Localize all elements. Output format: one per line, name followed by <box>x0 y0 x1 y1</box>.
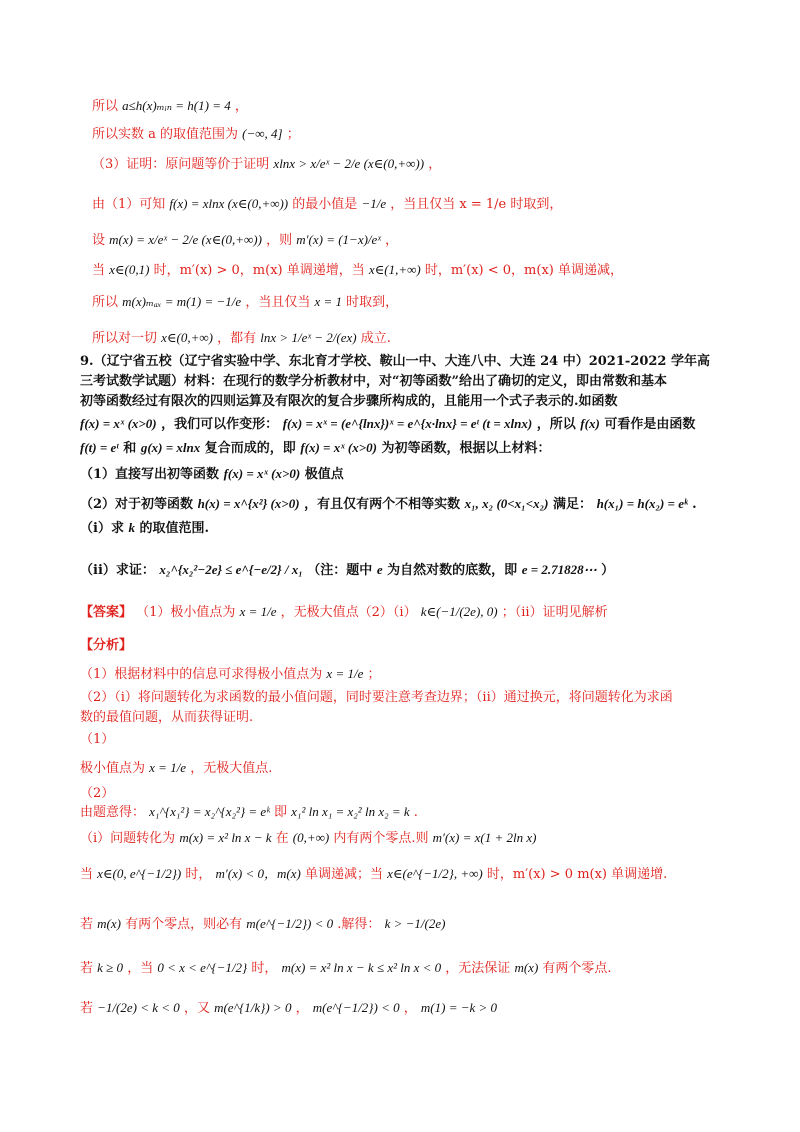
formula: h(x₁) = h(x₂) = eᵏ <box>596 496 688 511</box>
text-run: 时，m′(x) < 0，m(x) 单调递减， <box>424 263 623 278</box>
text-run: ， <box>295 1001 309 1016</box>
formula: m(e^{1/k}) > 0 <box>214 1000 292 1015</box>
text-run: ，所以 <box>536 417 576 432</box>
formula: a≤h(x)ₘᵢₙ = h(1) = 4 <box>122 98 231 113</box>
text-run: （1）直接写出初等函数 <box>80 467 220 482</box>
text-run: 所以 <box>92 99 119 114</box>
formula: k ≥ 0 <box>97 960 124 975</box>
text-run: 可看作是由函数 <box>604 417 696 432</box>
text-run: 的取值范围. <box>139 521 210 536</box>
text-run: ， <box>403 1001 417 1016</box>
analysis-line <box>80 708 730 728</box>
formula: m(x) = x² ln x − k <box>179 830 272 845</box>
text-run: ，无极大值点. <box>190 761 273 776</box>
text-run: ，又 <box>183 1001 210 1016</box>
text-run: 内有两个零点.则 <box>333 831 429 846</box>
formula: x∈(0,+∞) <box>161 330 213 345</box>
formula: x = 1/e <box>239 604 277 619</box>
text-run: 的最小值是 <box>292 197 358 212</box>
formula: m(x) = x² ln x − k ≤ x² ln x < 0 <box>281 960 442 975</box>
text-run: 极小值点为 <box>80 761 146 776</box>
problem-heading <box>80 352 730 372</box>
formula: m′(x) = x(1 + 2ln x) <box>432 830 537 845</box>
text-run: 时，m′(x) > 0 m(x) 单调递增. <box>486 867 668 882</box>
text-run: 单调递减；当 <box>304 867 383 882</box>
formula: g(x) = xlnx <box>140 440 201 455</box>
formula: m(1) = −k > 0 <box>420 1000 498 1015</box>
text-run: （3）证明：原问题等价于证明 <box>92 157 270 172</box>
formula: −1/e <box>361 196 387 211</box>
text-run: 时取到， <box>346 295 399 310</box>
text-run: ，无法保证 <box>445 961 511 976</box>
solution-line <box>80 802 730 823</box>
text-run: 数的最值问题，从而获得证明. <box>80 710 254 725</box>
formula: f(t) = eᵗ <box>80 440 119 455</box>
formula: x₂^{x₂²−2e} ≤ e^{−e/2} / x₁ <box>159 562 303 577</box>
analysis-label <box>80 636 730 656</box>
text-line <box>92 292 730 313</box>
text-run: 有两个零点，则必有 <box>125 917 243 932</box>
formula: m(x) <box>97 916 121 931</box>
formula: lnx > 1/eˣ − 2/(ex) <box>260 330 357 345</box>
text-run: （i）求 <box>80 521 124 536</box>
text-run: ； <box>286 127 300 142</box>
text-run: 极值点 <box>304 467 344 482</box>
problem-subquestion <box>80 560 730 581</box>
formula: m(e^{−1/2}) < 0 <box>246 916 334 931</box>
formula: x₁² ln x₁ = x₂² ln x₂ = k <box>291 804 410 819</box>
text-run: 在 <box>275 831 289 846</box>
text-run: 所以 <box>92 295 119 310</box>
text-run: （2）（i）将问题转化为求函数的最小值问题，同时要注意考查边界；（ii）通过换元，将问题转化为求函 <box>80 690 673 705</box>
text-run: 时， <box>185 867 212 882</box>
text-run: 若 <box>80 1001 94 1016</box>
text-run: 成立. <box>360 331 391 346</box>
text-run: （i）问题转化为 <box>80 831 176 846</box>
solution-line <box>80 758 730 779</box>
formula: m(x)ₘₐₓ = m(1) = −1/e <box>122 294 242 309</box>
problem-text <box>80 414 730 435</box>
problem-subquestion <box>80 518 730 539</box>
formula: h(x) = x^{x²} (x>0) <box>197 496 300 511</box>
text-run: （1）极小值点为 <box>136 605 236 620</box>
text-line <box>92 124 730 145</box>
formula: f(x) = xlnx (x∈(0,+∞)) <box>169 196 289 211</box>
text-run: ； <box>367 667 381 682</box>
text-run: 9.（辽宁省五校（辽宁省实验中学、东北育才学校、鞍山一中、大连八中、大连 24 中）2021-2022 学年高 <box>80 354 710 369</box>
analysis-line <box>80 664 730 685</box>
problem-subquestion <box>80 464 730 485</box>
formula: x = 1 <box>314 294 343 309</box>
text-run: （1）根据材料中的信息可求得极小值点为 <box>80 667 323 682</box>
text-line <box>92 328 730 349</box>
problem-text <box>80 372 730 392</box>
text-run: 由（1）可知 <box>92 197 166 212</box>
text-run: . <box>692 497 697 512</box>
text-run: 【分析】 <box>80 638 133 653</box>
formula: m(x) = x/eˣ − 2/e (x∈(0,+∞)) <box>109 232 262 247</box>
solution-line <box>80 828 730 849</box>
text-line <box>92 194 730 215</box>
formula: k∈(−1/(2e), 0) <box>420 604 498 619</box>
formula: f(x) = xˣ (x>0) <box>80 416 157 431</box>
text-run: ，当且仅当 x = 1/e 时取到， <box>390 197 563 212</box>
text-run: 若 <box>80 917 94 932</box>
text-line <box>92 154 730 175</box>
formula: −1/(2e) < k < 0 <box>97 1000 180 1015</box>
solution-line <box>80 958 730 979</box>
text-run: ， <box>385 233 399 248</box>
text-run: 三考试数学试题）材料：在现行的数学分析教材中，对“初等函数”给出了确切的定义，即由常数和基本 <box>80 374 667 389</box>
formula: m′(x) < 0，m(x) <box>215 866 301 881</box>
text-run: 初等函数经过有限次的四则运算及有限次的复合步骤所构成的，且能用一个式子表示的.如函数 <box>80 394 618 409</box>
text-run: （2）对于初等函数 <box>80 497 194 512</box>
text-run: ，无极大值点（2）（i） <box>280 605 417 620</box>
text-run: 和 <box>123 441 137 456</box>
text-run: ，当 <box>127 961 154 976</box>
formula: f(x) = xˣ = (e^{lnx})ˣ = e^{x·lnx} = eᵗ (t = xlnx) <box>282 416 533 431</box>
formula: xlnx > x/eˣ − 2/e (x∈(0,+∞)) <box>273 156 425 171</box>
text-line <box>92 96 730 117</box>
solution-label <box>80 730 730 750</box>
problem-subquestion <box>80 494 730 515</box>
text-run: 设 <box>92 233 106 248</box>
text-run: （2） <box>80 786 115 801</box>
text-line <box>92 260 730 281</box>
solution-line <box>80 998 730 1019</box>
problem-text <box>80 438 730 459</box>
formula: x₁, x₂ (0<x₁<x₂) <box>464 496 549 511</box>
formula: (0,+∞) <box>292 830 330 845</box>
formula: e = 2.71828⋯ <box>521 562 597 577</box>
text-run: 时， <box>251 961 278 976</box>
text-run: 为初等函数，根据以上材料： <box>381 441 551 456</box>
text-run: 当 <box>92 263 106 278</box>
formula: x₁^{x₁²} = x₂^{x₂²} = eᵏ <box>149 804 270 819</box>
text-run: 有两个零点. <box>542 961 612 976</box>
formula: x∈(e^{−1/2}, +∞) <box>387 866 483 881</box>
formula: k <box>128 520 135 535</box>
formula: x = 1/e <box>326 666 364 681</box>
formula: x = 1/e <box>149 760 187 775</box>
text-run: （ii）求证： <box>80 563 155 578</box>
text-run: 时，m′(x) > 0，m(x) 单调递增，当 <box>153 263 365 278</box>
text-run: ，当且仅当 <box>245 295 311 310</box>
text-run: 由题意得： <box>80 805 146 820</box>
text-run: 当 <box>80 867 94 882</box>
text-run: ，有且仅有两个不相等实数 <box>304 497 461 512</box>
formula: x∈(0,1) <box>109 262 150 277</box>
answer-line <box>80 602 730 623</box>
formula: k > −1/(2e) <box>384 916 446 931</box>
formula: m(e^{−1/2}) < 0 <box>312 1000 400 1015</box>
formula: f(x) <box>580 416 600 431</box>
formula: e <box>376 562 383 577</box>
text-run: ，则 <box>266 233 293 248</box>
text-run: 复合而成的，即 <box>204 441 296 456</box>
formula: x∈(0, e^{−1/2}) <box>97 866 182 881</box>
formula: m′(x) = (1−x)/eˣ <box>296 232 381 247</box>
text-run: .解得： <box>337 917 381 932</box>
text-run: 为自然对数的底数，即 <box>387 563 518 578</box>
formula: f(x) = xˣ (x>0) <box>223 466 301 481</box>
text-run: ，都有 <box>217 331 257 346</box>
analysis-line <box>80 688 730 708</box>
formula: x∈(1,+∞) <box>368 262 421 277</box>
formula: (−∞, 4] <box>242 126 283 141</box>
text-run: ， <box>428 157 442 172</box>
text-run: （注：题中 <box>307 563 373 578</box>
text-run: 所以对一切 <box>92 331 158 346</box>
formula: f(x) = xˣ (x>0) <box>300 440 377 455</box>
text-line <box>92 230 730 251</box>
solution-label <box>80 784 730 804</box>
text-run: 满足： <box>553 497 593 512</box>
text-run: 所以实数 a 的取值范围为 <box>92 127 239 142</box>
text-run: ， <box>234 99 248 114</box>
solution-line <box>80 864 730 885</box>
formula: m(x) <box>514 960 539 975</box>
text-run: ） <box>601 563 615 578</box>
problem-text <box>80 392 730 412</box>
text-run: （1） <box>80 732 115 747</box>
formula: 0 < x < e^{−1/2} <box>157 960 248 975</box>
answer-label: 【答案】 <box>80 605 133 620</box>
solution-line <box>80 914 730 935</box>
text-run: 若 <box>80 961 94 976</box>
text-run: 即 <box>274 805 288 820</box>
text-run: ；（ii）证明见解析 <box>501 605 608 620</box>
text-run: ，我们可以作变形： <box>161 417 279 432</box>
text-run: . <box>413 805 418 820</box>
